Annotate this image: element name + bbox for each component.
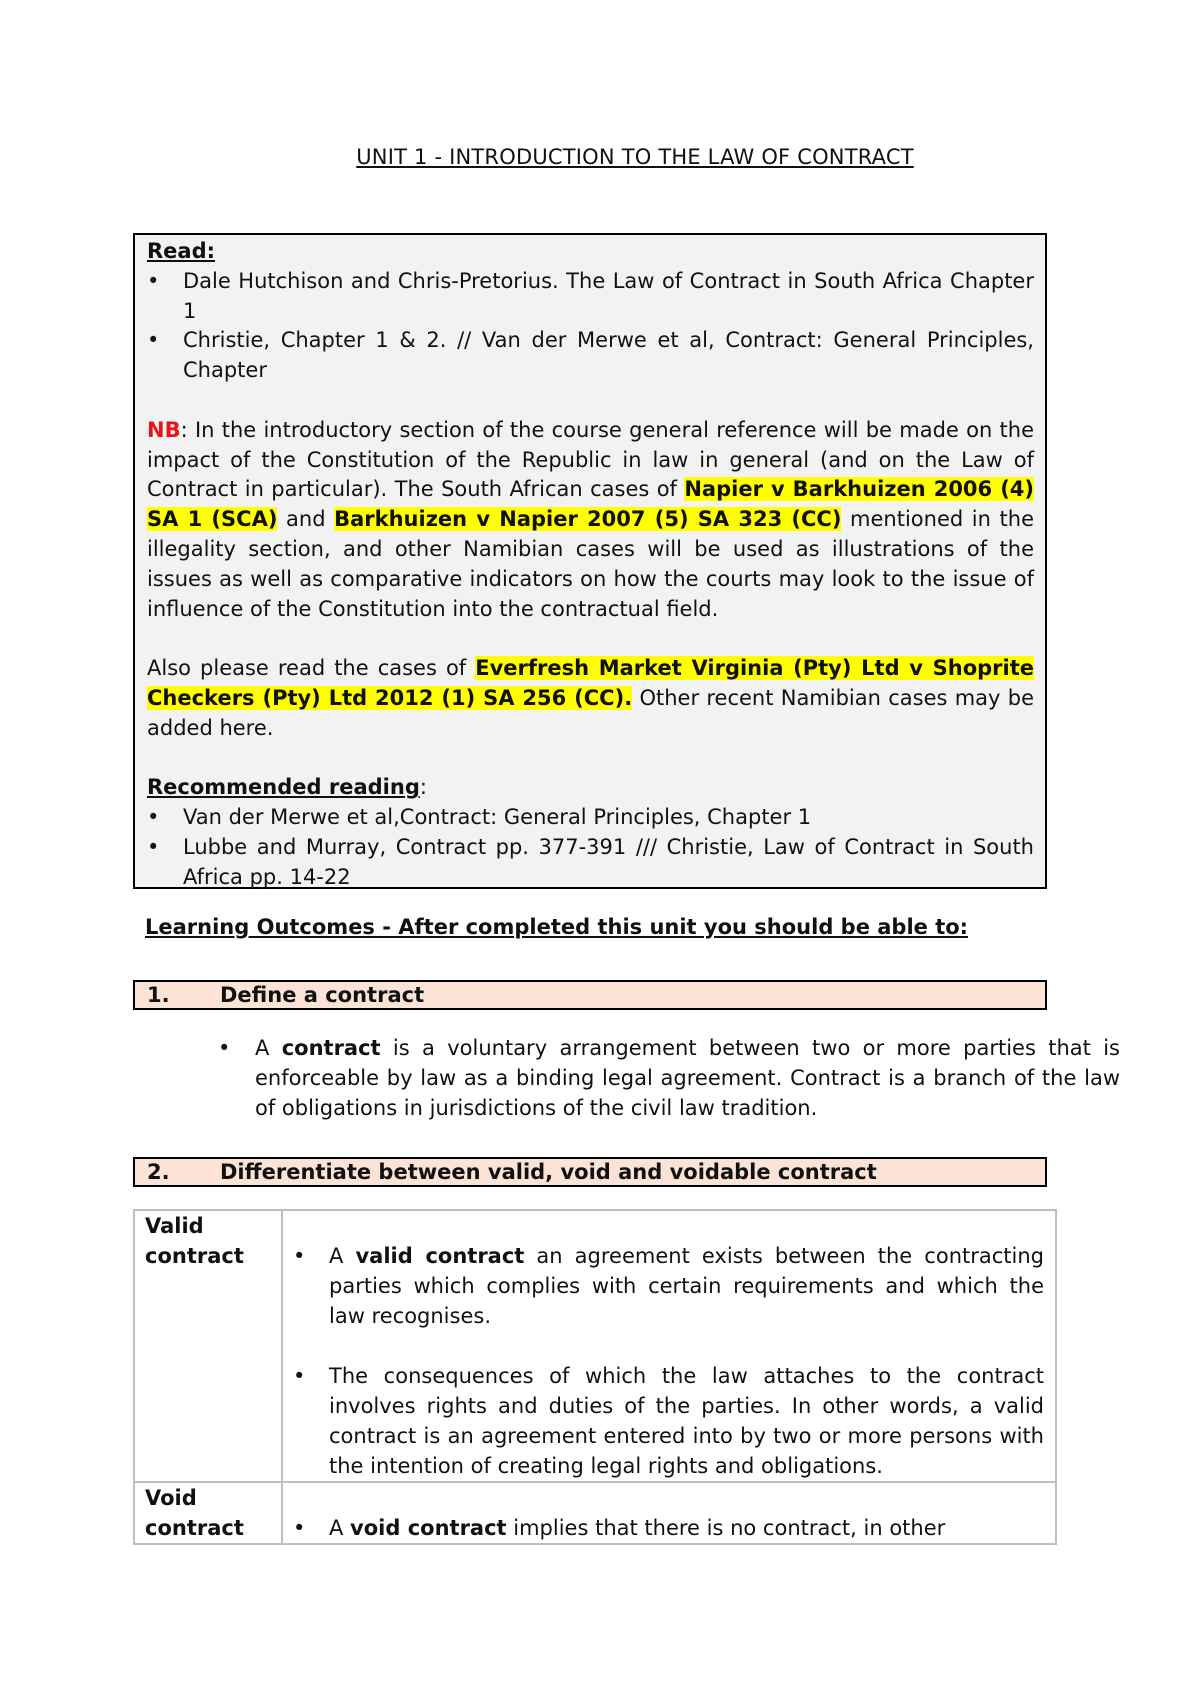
recommended-item: • Van der Merwe et al,Contract: General Principles, Chapter 1 [147,803,1034,833]
nb-text: mentioned in the illegality section, and other Namibian cases will be used as illustrations of the issues as well as comparative indicators on how the courts may look to the issue of influence of the Constitution into the contractual field. [147,507,1034,621]
section-number: 2. [147,1160,170,1184]
definition-list [218,1033,1120,1123]
read-item: • Dale Hutchison and Chris-Pretorius. The Law of Contract in South Africa Chapter 1 [147,267,1034,327]
cell-text: an agreement exists between the contracting parties which complies with certain requirements and which the law recognises. [329,1244,1045,1328]
read-heading: Read: [147,239,216,263]
learning-outcomes-heading: Learning Outcomes - After completed this unit you should be able to: [145,915,969,939]
read-item: • Christie, Chapter 1 & 2. // Van der Merwe et al, Contract: General Principles, Chapter [147,326,1034,386]
cell-term: valid contract [355,1244,525,1268]
cell-text: A [329,1515,351,1540]
recommended-colon: : [419,775,427,800]
section-number: 1. [147,983,170,1007]
contract-types-table [133,1209,1057,1545]
spacer [147,624,1034,654]
definition-term: contract [281,1036,381,1060]
definition-text: A [255,1036,282,1060]
row-content-void [282,1482,1056,1544]
case-citation: Napier v Barkhuizen 2006 (4) SA 1 (SCA) [147,477,1034,532]
row-label-void: Void contract [134,1482,282,1544]
valid-list [293,1361,1044,1481]
list-item: • The consequences of which the law attaches to the contract involves rights and duties of the parties. In other words, a valid contract is an agreement entered into by two or more persons with the intention of creating legal rights and obligations. [293,1361,1044,1481]
case-citation: Barkhuizen v Napier 2007 (5) SA 323 (CC) [334,507,842,532]
nb-text: and [277,507,335,532]
section-title: Define a contract [220,983,425,1007]
section-title: Differentiate between valid, void and voidable contract [220,1160,877,1184]
definition-item [218,1033,1120,1123]
row-label-valid: Valid contract [134,1210,282,1482]
valid-list [293,1241,1044,1331]
cell-text: implies that there is no contract, in other [506,1515,946,1540]
definition-block [218,1033,1120,1123]
list-item [293,1513,1044,1543]
also-paragraph [147,654,1034,743]
recommended-heading: Recommended reading [147,775,420,800]
also-text: Other recent Namibian cases may be added here. [147,685,1034,740]
spacer [293,1331,1044,1361]
void-list [293,1513,1044,1543]
recommended-list [147,803,1034,892]
row-content-valid [282,1210,1056,1482]
table-row [134,1210,1056,1482]
reading-box [133,233,1047,889]
table-row [134,1482,1056,1544]
recommended-heading-line [147,773,1034,803]
read-list [147,267,1034,386]
definition-text: is a voluntary arrangement between two or more parties that is enforceable by law as a binding legal agreement. Contract is a branch of the law of obligations in jurisdictions of the civil law tradition. [255,1036,1120,1120]
nb-paragraph [147,416,1034,625]
cell-term: void contract [350,1515,507,1540]
section-header-1 [133,980,1047,1010]
case-citation: Everfresh Market Virginia (Pty) Ltd v Shoprite Checkers (Pty) Ltd 2012 (1) SA 256 (CC). [147,656,1034,710]
spacer [147,386,1034,416]
also-text: Also please read the cases of [147,656,476,681]
list-item [293,1241,1044,1331]
cell-text: A [329,1244,356,1268]
nb-label: NB [147,417,181,442]
recommended-item: • Lubbe and Murray, Contract pp. 377-391 /// Christie, Law of Contract in South Africa pp. 14-22 [147,833,1034,893]
spacer [147,744,1034,774]
page-title: UNIT 1 - INTRODUCTION TO THE LAW OF CONTRACT [356,145,914,169]
section-header-2 [133,1157,1047,1187]
nb-text: : In the introductory section of the course general reference will be made on the impact of the Constitution of the Republic in law in general (and on the Law of Contract in particular). The South African cases of [147,417,1034,502]
